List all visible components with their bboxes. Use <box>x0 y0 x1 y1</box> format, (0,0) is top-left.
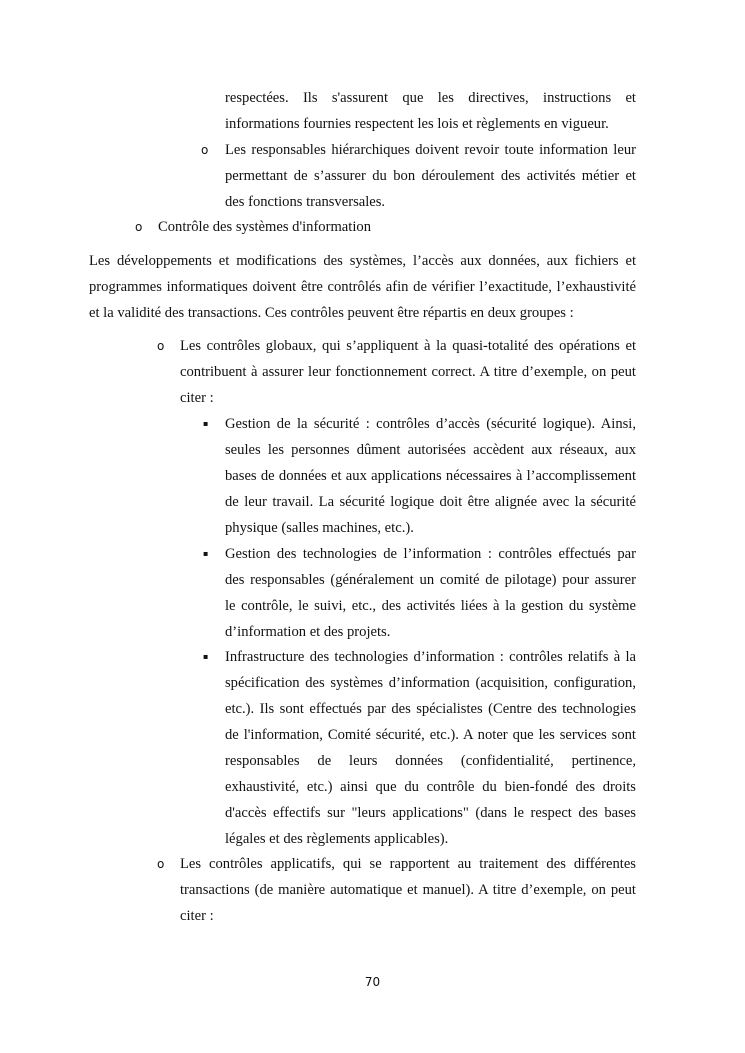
infrastructure-line-2: spécification des systèmes d’information (acquisition, configuration, <box>225 675 636 691</box>
continuation-line-1: respectées. Ils s'assurent que les directives, instructions et <box>225 90 636 106</box>
intro-line-3: et la validité des transactions. Ces contrôles peuvent être répartis en deux groupes : <box>89 305 574 321</box>
globaux-line-2: contribuent à assurer leur fonctionnement correct. A titre d’exemple, on peut <box>180 364 636 380</box>
square-bullet-icon: ▪ <box>203 419 209 428</box>
square-bullet-icon: ▪ <box>203 652 209 661</box>
infrastructure-line-8: légales et des règlements applicables). <box>225 831 449 847</box>
infrastructure-line-5: responsables de leurs données (confidentialité, pertinence, <box>225 753 636 769</box>
infrastructure-line-6: exhaustivité, etc.) ainsi que du contrôle du bien-fondé des droits <box>225 779 636 795</box>
responsables-line-3: des fonctions transversales. <box>225 194 386 210</box>
securite-line-2: seules les personnes dûment autorisées accèdent aux réseaux, aux <box>225 442 636 458</box>
infrastructure-line-1: Infrastructure des technologies d’information : contrôles relatifs à la <box>225 649 636 665</box>
securite-line-1: Gestion de la sécurité : contrôles d’accès (sécurité logique). Ainsi, <box>225 416 636 432</box>
globaux-line-3: citer : <box>180 390 214 406</box>
circle-bullet-icon: o <box>135 220 143 234</box>
circle-bullet-icon: o <box>157 339 165 353</box>
intro-line-2: programmes informatiques doivent être contrôlés afin de vérifier l’exactitude, l’exhaustivité <box>89 279 636 295</box>
circle-bullet-icon: o <box>201 143 209 157</box>
square-bullet-icon: ▪ <box>203 549 209 558</box>
responsables-line-1: Les responsables hiérarchiques doivent revoir toute information leur <box>225 142 636 158</box>
securite-line-4: de leur travail. La sécurité logique doit être alignée avec la sécurité <box>225 494 636 510</box>
globaux-line-1: Les contrôles globaux, qui s’appliquent à la quasi-totalité des opérations et <box>180 338 636 354</box>
infrastructure-line-7: d'accès effectifs sur "leurs applications" (dans le respect des bases <box>225 805 636 821</box>
intro-line-1: Les développements et modifications des systèmes, l’accès aux données, aux fichiers et <box>89 253 636 269</box>
continuation-line-2: informations fournies respectent les lois et règlements en vigueur. <box>225 116 609 132</box>
page-number: 70 <box>364 975 381 989</box>
applicatifs-line-1: Les contrôles applicatifs, qui se rapportent au traitement des différentes <box>180 856 636 872</box>
controle-si-heading: Contrôle des systèmes d'information <box>158 219 371 235</box>
technologies-line-3: le contrôle, le suivi, etc., des activités liées à la gestion du système <box>225 598 636 614</box>
infrastructure-line-3: etc.). Ils sont effectués par des spécialistes (Centre des technologies <box>225 701 636 717</box>
responsables-line-2: permettant de s’assurer du bon déroulement des activités métier et <box>225 168 636 184</box>
technologies-line-2: des responsables (généralement un comité de pilotage) pour assurer <box>225 572 636 588</box>
circle-bullet-icon: o <box>157 857 165 871</box>
securite-line-3: bases de données et aux applications nécessaires à l’accomplissement <box>225 468 636 484</box>
infrastructure-line-4: de l'information, Comité sécurité, etc.). A noter que les services sont <box>225 727 636 743</box>
technologies-line-4: d’information et des projets. <box>225 624 391 640</box>
securite-line-5: physique (salles machines, etc.). <box>225 520 414 536</box>
applicatifs-line-3: citer : <box>180 908 214 924</box>
applicatifs-line-2: transactions (de manière automatique et manuel). A titre d’exemple, on peut <box>180 882 636 898</box>
technologies-line-1: Gestion des technologies de l’information : contrôles effectués par <box>225 546 636 562</box>
